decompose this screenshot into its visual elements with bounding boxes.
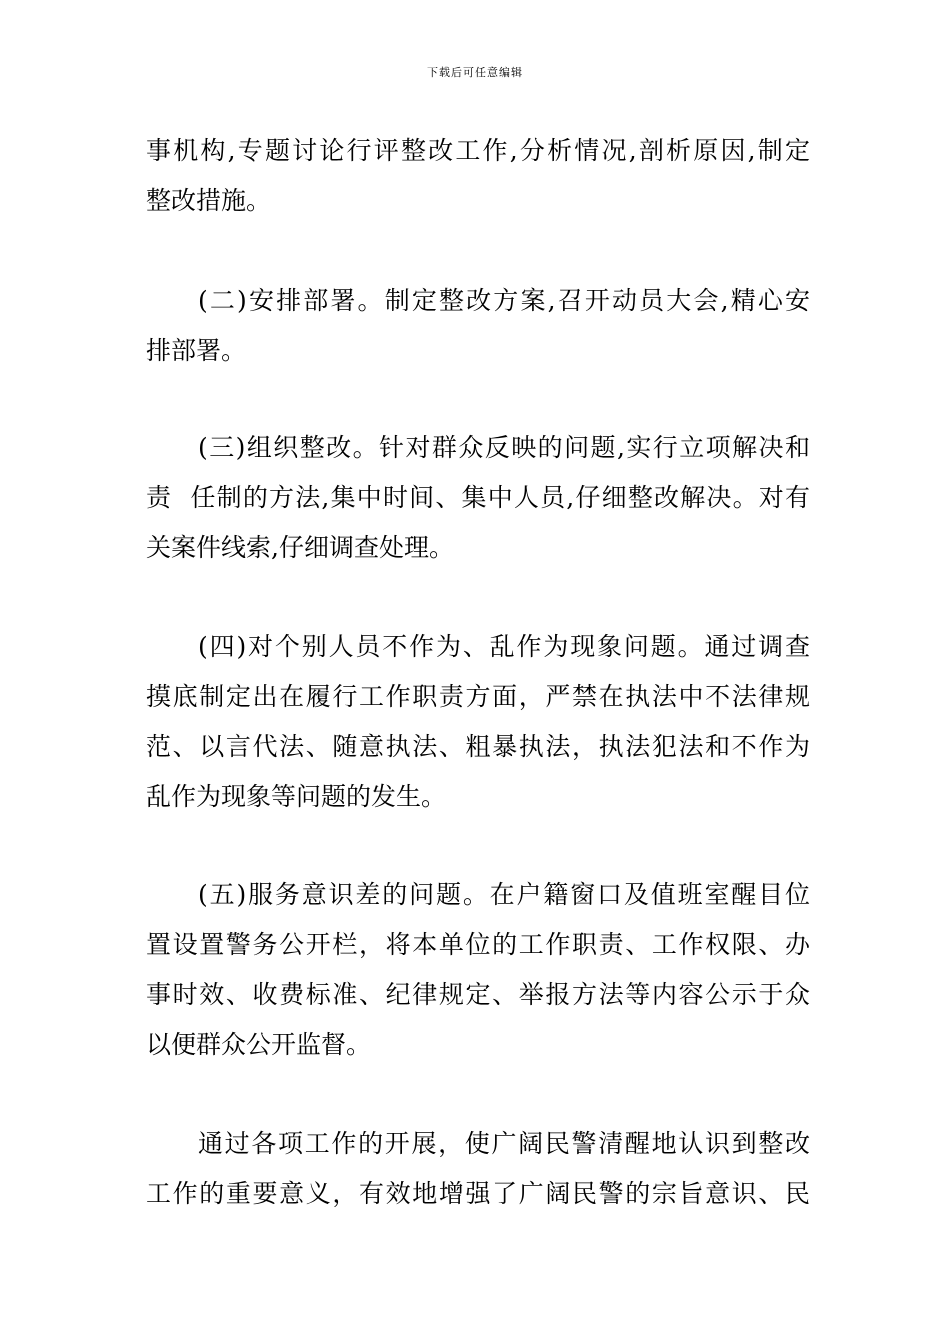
paragraph-line: 排部署。 — [146, 336, 247, 365]
paragraph-line: 置设置警务公开栏，将本单位的工作职责、工作权限、办 — [146, 930, 810, 959]
paragraph-line: 整改措施。 — [146, 186, 272, 215]
paragraph-line: 工作的重要意义，有效地增强了广阔民警的宗旨意识、民 — [146, 1179, 810, 1208]
paragraph-line: 乱作为现象等问题的发生。 — [146, 782, 447, 811]
paragraph-line: (四)对个别人员不作为、乱作为现象问题。通过调查 — [198, 632, 810, 661]
paragraph-line: 责 任制的方法,集中时间、集中人员,仔细整改解决。对有 — [146, 483, 810, 512]
paragraph-line: 关案件线索,仔细调查处理。 — [146, 533, 454, 562]
paragraph-line: 事机构,专题讨论行评整改工作,分析情况,剖析原因,制定 — [146, 136, 810, 165]
paragraph-1 — [146, 126, 810, 226]
paragraph-line: (五)服务意识差的问题。在户籍窗口及值班室醒目位 — [198, 880, 810, 909]
page-header: 下载后可任意编辑 — [427, 66, 523, 79]
paragraph-line: 范、以言代法、随意执法、粗暴执法，执法犯法和不作为 — [146, 732, 810, 761]
paragraph-line: (三)组织整改。针对群众反映的问题,实行立项解决和 — [198, 433, 810, 462]
paragraph-line: 事时效、收费标准、纪律规定、举报方法等内容公示于众 — [146, 980, 810, 1009]
paragraph-line: 以便群众公开监督。 — [146, 1030, 372, 1059]
paragraph-line: (二)安排部署。制定整改方案,召开动员大会,精心安 — [198, 286, 810, 315]
paragraph-2 — [146, 276, 810, 376]
paragraph-6 — [146, 1119, 810, 1219]
paragraph-line: 摸底制定出在履行工作职责方面，严禁在执法中不法律规 — [146, 682, 810, 711]
paragraph-5 — [146, 870, 810, 1070]
paragraph-3 — [146, 423, 810, 573]
paragraph-4 — [146, 622, 810, 822]
paragraph-line: 通过各项工作的开展，使广阔民警清醒地认识到整改 — [198, 1129, 810, 1158]
